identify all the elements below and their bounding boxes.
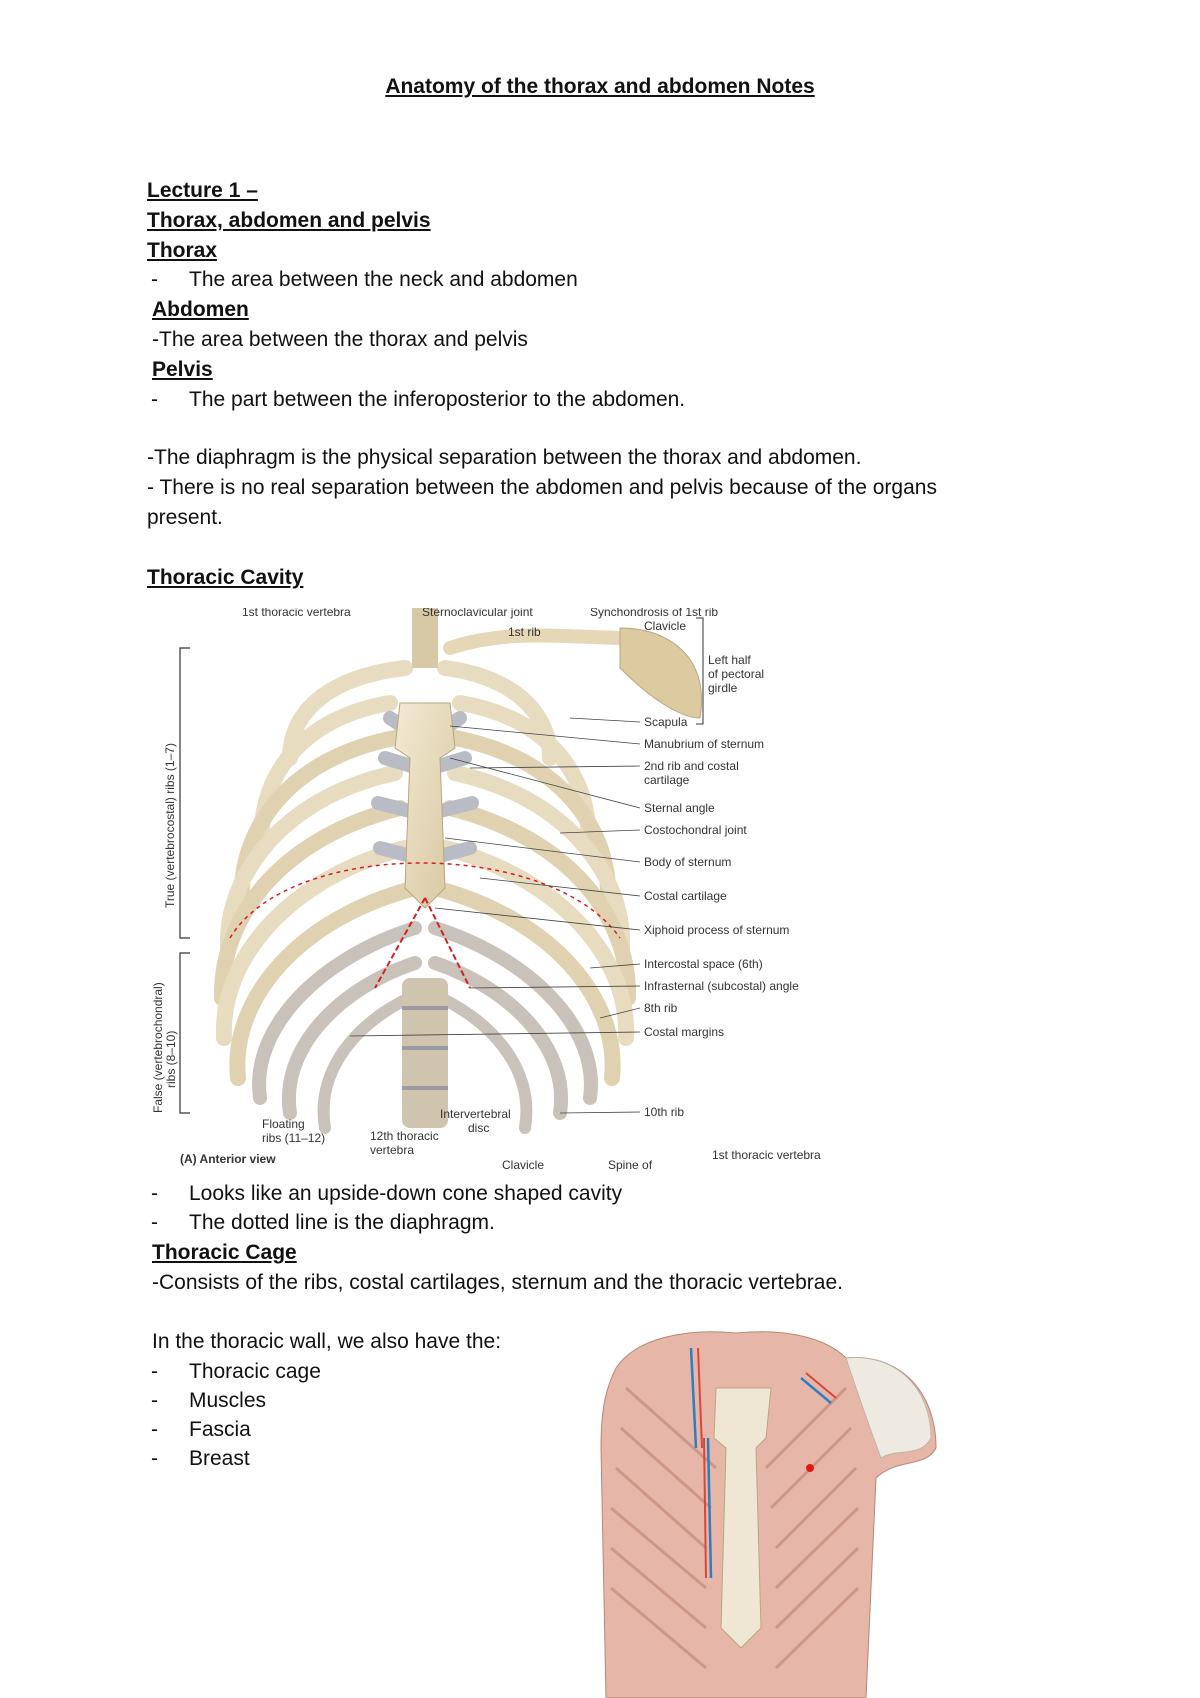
label-disc: disc bbox=[468, 1121, 490, 1135]
label-sternal-angle: Sternal angle bbox=[644, 801, 715, 815]
label-costal-margins: Costal margins bbox=[644, 1025, 725, 1039]
separation-line-3: present. bbox=[147, 506, 223, 529]
pelvis-heading: Pelvis bbox=[152, 358, 213, 381]
separation-line-1: -The diaphragm is the physical separation between the thorax and abdomen. bbox=[147, 446, 862, 469]
lumbar-vertebrae bbox=[402, 978, 448, 1128]
lecture-heading: Lecture 1 – bbox=[147, 179, 258, 202]
abdomen-text: -The area between the thorax and pelvis bbox=[152, 328, 528, 351]
svg-text:of pectoral: of pectoral bbox=[708, 667, 765, 681]
thoracic-skeleton-figure bbox=[150, 608, 850, 1178]
label-scapula: Scapula bbox=[644, 715, 688, 729]
thoracic-cavity-heading: Thoracic Cavity bbox=[147, 566, 304, 589]
label-1st-rib: 1st rib bbox=[508, 625, 541, 639]
true-ribs-label: True (vertebrocostal) ribs (1–7) bbox=[163, 743, 177, 908]
svg-text:girdle: girdle bbox=[708, 681, 738, 695]
scapula-shape bbox=[620, 628, 702, 718]
label-anterior-view: (A) Anterior view bbox=[180, 1152, 276, 1166]
thoracic-cage-text: -Consists of the ribs, costal cartilages, sternum and the thoracic vertebrae. bbox=[152, 1271, 843, 1294]
label-partial-clavicle: Clavicle bbox=[502, 1158, 545, 1172]
svg-text:Left half: Left half bbox=[708, 653, 751, 667]
marker-dot bbox=[806, 1464, 814, 1472]
label-costal-cartilage: Costal cartilage bbox=[644, 889, 727, 903]
label-clavicle: Clavicle bbox=[644, 619, 687, 633]
label-1st-thoracic-vertebra: 1st thoracic vertebra bbox=[242, 608, 351, 619]
label-costochondral-joint: Costochondral joint bbox=[644, 823, 747, 837]
document-page: Anatomy of the thorax and abdomen Notes Lecture 1 – Thorax, abdomen and pelvis Thorax - The area between the neck and abdomen Abdomen -The area between the thorax and pelvis Pelvis - The part between the inferoposterior to the abdomen. -The diaphragm is the physical separation between the thorax and abdomen. - There is no real separation between the abdomen and pelvis because of the organs present. Thoracic Cavity True (vertebrocostal) ribs (1–7) False (vertebrochondral) ribs (8–10) 1st thoracic vertebra Sternoclavicular joint Synchondrosis of 1st rib 1st rib Clavicle Left half of pectoral girdle Scapula Manubrium of sternum 2nd rib and costal cartilage Sternal angle Costochondral joint Body of sternum Costal cartilage Xiphoid process of sternum Intercostal space (6th) Infrasternal (subcostal) angle 8th rib Costal margins 10th rib Floating ribs (11–12) 12th thoracic vertebra Intervertebral disc (A) Anterior view Clavicle Spine of 1st thoracic vertebra - Looks like an upside-down cone shaped cavity - The dotted line is the diaphragm. Thoracic Cage -Consists of the ribs, costal cartilages, sternum and the thoracic vertebrae. In the thoracic wall, we also have the: - Thoracic cage - Muscles - Fascia - Breast bbox=[0, 0, 1200, 1698]
ribs-left bbox=[222, 668, 420, 1128]
label-infrasternal-angle: Infrasternal (subcostal) angle bbox=[644, 979, 799, 993]
thoracic-cage-heading: Thoracic Cage bbox=[152, 1241, 297, 1264]
label-partial-spine: Spine of bbox=[608, 1158, 653, 1172]
label-body-of-sternum: Body of sternum bbox=[644, 855, 732, 869]
label-xiphoid: Xiphoid process of sternum bbox=[644, 923, 790, 937]
page-title: Anatomy of the thorax and abdomen Notes bbox=[385, 75, 815, 98]
false-ribs-label-1: False (vertebrochondral) bbox=[151, 982, 165, 1113]
thorax-heading: Thorax bbox=[147, 239, 218, 262]
ribs-right bbox=[430, 668, 628, 1128]
thoracic-wall-intro: In the thoracic wall, we also have the: bbox=[152, 1330, 502, 1353]
label-synchondrosis: Synchondrosis of 1st rib bbox=[590, 608, 719, 619]
svg-text:cartilage: cartilage bbox=[644, 773, 690, 787]
abdomen-heading: Abdomen bbox=[152, 298, 249, 321]
separation-line-2: - There is no real separation between the abdomen and pelvis because of the organs bbox=[147, 476, 937, 499]
thoracic-wall-muscle-figure bbox=[596, 1328, 946, 1698]
label-10th-rib: 10th rib bbox=[644, 1105, 685, 1119]
label-12th-thoracic: 12th thoracic bbox=[370, 1129, 439, 1143]
label-vertebra: vertebra bbox=[370, 1143, 415, 1157]
label-floating: Floating bbox=[262, 1117, 305, 1131]
label-8th-rib: 8th rib bbox=[644, 1001, 678, 1015]
label-intervertebral: Intervertebral bbox=[440, 1107, 511, 1121]
label-sternoclavicular-joint: Sternoclavicular joint bbox=[422, 608, 533, 619]
false-ribs-label-2: ribs (8–10) bbox=[164, 1030, 178, 1088]
label-floating-ribs: ribs (11–12) bbox=[262, 1131, 326, 1145]
label-partial-1st-thoracic: 1st thoracic vertebra bbox=[712, 1148, 821, 1162]
lecture-subheading: Thorax, abdomen and pelvis bbox=[147, 209, 431, 232]
svg-text:2nd rib and costal: 2nd rib and costal bbox=[644, 759, 739, 773]
label-intercostal-space: Intercostal space (6th) bbox=[644, 957, 763, 971]
label-manubrium: Manubrium of sternum bbox=[644, 737, 765, 751]
